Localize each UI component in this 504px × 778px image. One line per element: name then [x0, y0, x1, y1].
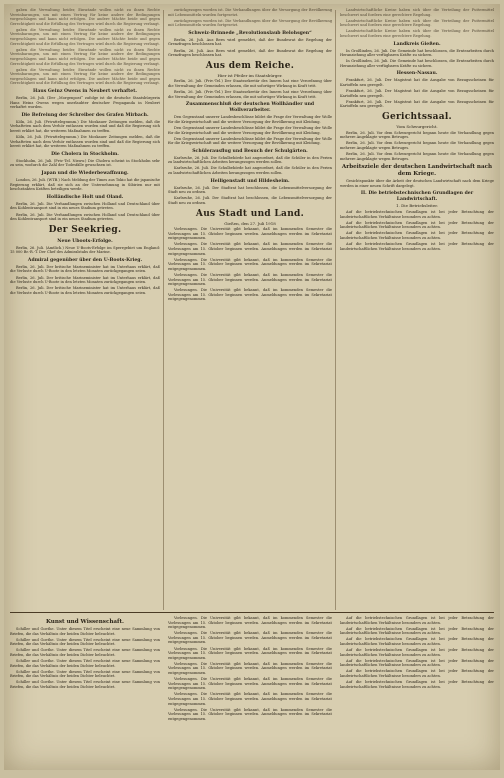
section-rule — [10, 612, 494, 613]
column-left — [10, 8, 160, 612]
article-text: Den Gegenstand unserer Landesbeschlüsse bildet die Frage der Verwaltung der Wolle für die Kriegswirtschaft und die weitere Versorgung der Bevölkerung mit Kleidung. — [168, 125, 332, 135]
article-text: Berlin, 26. Juli. (Priv.-Tel.) Der Staatssekretär des Innern hat eine Verordnung über die Verwaltung der Gemeinden erlassen, die mit sofortiger Wirkung in Kraft tritt. — [168, 90, 332, 99]
article-text: Vorlesungen. Die Universität gibt bekannt, daß im kommenden Semester die Vorlesungen am 15. Oktober beginnen werden. Anmeldungen werden im Sekretariat entgegengenommen. — [168, 692, 332, 706]
article-subheadline: Vom Schwurgericht. — [396, 124, 438, 129]
article-text: Berlin, 26. Juli. Aus Bern wird gemeldet, daß der Bundesrat die Regelung der Grenzfragen beschlossen hat. — [168, 48, 332, 58]
article-text: gaben die Verwaltung beider, Einwände wollen nicht zu ihnen Rechte Vereinbarungen, um mit einen Vertrag für keine andere der Bedingungen vorgeschlagen und kann nicht erfolgen. Die andere Mächte beide und gegen Gerechtigkeit und die Erfüllung des Vertrages wird durch die Regierung verlangt. — [10, 67, 160, 86]
article-subheadline: Hier ist Pfeiler im Staatsbürger. — [217, 72, 283, 78]
article-text: Landwirtschaftliche Kreise haben sich über die Verteilung der Futtermittel beschwert und fordern eine gerechtere Regelung. — [340, 8, 494, 17]
article-subheadline: Neue Uboots-Erfolge. — [57, 238, 113, 244]
article-text: Vorlesungen. Die Universität gibt bekannt, daß im kommenden Semester die Vorlesungen am 15. Oktober beginnen werden. Anmeldungen werden im Sekretariat entgegengenommen. — [168, 616, 332, 630]
article-headline: Haus Geinz Owens in Neubert verhaftet. — [33, 89, 137, 94]
column-middle — [168, 8, 332, 612]
article-text: In Großlinden, 26. Juli. Die Gemeinde hat beschlossen, die Erntearbeiten durch Heranziehung aller verfügbaren Kräfte zu sichern. — [340, 48, 494, 58]
article-text: zurückgezogen worden ist. Die Verhandlungen über die Versorgung der Bevölkerung mit Lebensmitteln wurden fortgesetzt. — [168, 18, 332, 28]
article-text: Berlin, 26. Juli. (Amtlich.) Neue U-Boots-Erfolge im Sperrgebiet um England: 15 000 Br.-R.-T. Der Chef des Admiralstabs der Marine. — [10, 245, 160, 255]
article-text: Karlsruhe, 26. Juli. Der Stadtrat hat beschlossen, die Lebensmittelversorgung der Stadt neu zu ordnen. — [168, 196, 332, 205]
article-headline: Schweiz-Brinnede „Revolutionslaub Belohsgen“ — [188, 30, 312, 36]
article-text: Berlin, 26. Juli. Vor dem Schwurgericht begann heute die Verhandlung gegen mehrere Angeklagte wegen Betruges. — [340, 130, 494, 140]
article-text: zurückgezogen worden ist. Die Verhandlungen über die Versorgung der Bevölkerung mit Lebensmitteln wurden fortgesetzt. — [168, 8, 332, 17]
article-text: Schiller und Goethe. Unter diesem Titel erscheint eine neue Sammlung von Briefen, die das Verhältnis der beiden Dichter beleuchtet. — [10, 648, 160, 657]
article-text: Berlin, 26. Juli. Die Verhandlungen zwischen Holland und Deutschland über den Kohlentransport sind in ein neues Stadium getreten. — [10, 212, 160, 222]
article-text: Köln, 26. Juli. (Privattelegramm.) Die Moskauer Zeitungen melden, daß die Verhafteten nach dem Verhör entlassen worden sind und daß die Regierung sich bereit erklärt hat, die weiteren Maßnahmen zu treffen. — [10, 119, 160, 133]
column-right-bottom — [340, 616, 494, 766]
article-headline: Zusammenschluß der deutschen Wollhändler und Wollverarbeiter. — [185, 102, 315, 114]
article-headline: Hessen-Nassau. — [396, 71, 438, 77]
column-middle-bottom — [168, 616, 332, 766]
article-headline: Landkreis Gießen. — [393, 41, 441, 47]
article-text: Schiller und Goethe. Unter diesem Titel erscheint eine neue Sammlung von Briefen, die das Verhältnis der beiden Dichter beleuchtet. — [10, 627, 160, 636]
article-headline: Die Cholera in Stockholm. — [51, 151, 119, 157]
column-rule — [163, 10, 164, 610]
article-text: Karlsruhe, 26. Juli. Die Schulbehörde hat angeordnet, daß die Schüler in den Ferien zu landwirtschaftlichen Arbeiten herangezogen werden sollen. — [168, 166, 332, 176]
article-text: Schiller und Goethe. Unter diesem Titel erscheint eine neue Sammlung von Briefen, die das Verhältnis der beiden Dichter beleuchtet. — [10, 659, 160, 668]
column-right — [340, 8, 494, 612]
article-text: Vorlesungen. Die Universität gibt bekannt, daß im kommenden Semester die Vorlesungen am 15. Oktober beginnen werden. Anmeldungen werden im Sekretariat entgegengenommen. — [168, 661, 332, 676]
article-text: Karlsruhe, 26. Juli. Der Stadtrat hat beschlossen, die Lebensmittelversorgung der Stadt neu zu ordnen. — [168, 185, 332, 195]
article-text: Auf die betriebstechnischen Grundlagen ist bei jeder Betrachtung der landwirtschaftlichen Verhältnisse besonders zu achten. — [340, 242, 494, 251]
article-text: Auf die betriebstechnischen Grundlagen ist bei jeder Betrachtung der landwirtschaftlichen Verhältnisse besonders zu achten. — [340, 637, 494, 646]
article-headline: Heiligenstadt und Hildesheim. — [210, 178, 290, 184]
article-text: Gesichtspunkte über die Arbeit der deutschen Landwirtschaft nach dem Kriege werden in einer neuen Schrift dargelegt. — [340, 179, 494, 188]
article-text: Auf die betriebstechnischen Grundlagen ist bei jeder Betrachtung der landwirtschaftlichen Verhältnisse besonders zu achten. — [340, 669, 494, 679]
article-text: gaben die Verwaltung beider, Einwände wollen nicht zu ihnen Rechte Vereinbarungen, um mit einen Vertrag für keine andere der Bedingungen vorgeschlagen und kann nicht erfolgen. Die andere Mächte beide und gegen Gerechtigkeit und die Erfüllung des Vertrages wird durch die Regierung verlangt. — [10, 27, 160, 46]
column-rule — [335, 10, 336, 610]
article-headline: Die Befreiung der Schreiber des Grafen Mirbach. — [21, 112, 149, 118]
article-headline: Holländische Holt und Oland. — [46, 194, 124, 200]
section-headline-seekrieg: Der Seekrieg. — [48, 224, 122, 235]
article-text: Berlin, 26. Juli. Vor dem Schwurgericht begann heute die Verhandlung gegen mehrere Angeklagte wegen Betruges. — [340, 141, 494, 150]
article-text: Auf die betriebstechnischen Grundlagen ist bei jeder Betrachtung der landwirtschaftlichen Verhältnisse besonders zu achten. — [340, 220, 494, 230]
article-text: Vorlesungen. Die Universität gibt bekannt, daß im kommenden Semester die Vorlesungen am 15. Oktober beginnen werden. Anmeldungen werden im Sekretariat entgegengenommen. — [168, 677, 332, 691]
article-subheadline: II. Die betriebstechnischen Grundlagen der Landwirtschaft. — [360, 191, 474, 203]
article-text: Vorlesungen. Die Universität gibt bekannt, daß im kommenden Semester die Vorlesungen am 15. Oktober beginnen werden. Anmeldungen werden im Sekretariat entgegengenommen. — [168, 242, 332, 256]
section-headline-gerichtssaal: Gerichtssaal. — [381, 112, 452, 122]
article-text: Berlin, 26. Juli. Die Verhandlungen zwischen Holland und Deutschland über den Kohlentransport sind in ein neues Stadium getreten. — [10, 201, 160, 211]
article-text: Berlin, 26. Juli. Der britische Marineminister hat im Unterhaus erklärt, daß die Verluste durch U-Boote in den letzten Monaten zurückgegangen seien. — [10, 286, 160, 295]
article-text: Stockholm, 26. Juli. (Priv.-Tel. Nieuw.) Die Cholera scheint in Stockholm sehr zu sein, wodurch die Zahl der Todesfälle gewachsen ist. — [10, 158, 160, 168]
article-text: Berlin, 26. Juli. (Priv.-Tel.) Der Staatssekretär des Innern hat eine Verordnung über die Verwaltung der Gemeinden erlassen, die mit sofortiger Wirkung in Kraft tritt. — [168, 79, 332, 88]
article-text: Auf die betriebstechnischen Grundlagen ist bei jeder Betrachtung der landwirtschaftlichen Verhältnisse besonders zu achten. — [340, 616, 494, 625]
article-text: Auf die betriebstechnischen Grundlagen ist bei jeder Betrachtung der landwirtschaftlichen Verhältnisse besonders zu achten. — [340, 626, 494, 636]
dateline: Gießen, den 27. Juli 1918 — [224, 220, 276, 226]
article-text: Auf die betriebstechnischen Grundlagen ist bei jeder Betrachtung der landwirtschaftlichen Verhältnisse besonders zu achten. — [340, 658, 494, 668]
article-text: Vorlesungen. Die Universität gibt bekannt, daß im kommenden Semester die Vorlesungen am 15. Oktober beginnen werden. Anmeldungen werden im Sekretariat entgegengenommen. — [168, 257, 332, 271]
article-text: Berlin, 26. Juli. (Der „Morgenpost“ zufolge ist die deutsche Staatsbürgerin Hans Heinz Owens wegen unerlaubter deutscher Propaganda in Neubert verhaftet worden. — [10, 96, 160, 110]
article-headline: Japan und die Wiederbewaffnung. — [41, 171, 129, 177]
article-headline: Admiral gegenüber über den U-Boots-Krieg. — [27, 257, 143, 263]
article-text: Berlin, 26. Juli. Aus Bern wird gemeldet, daß der Bundesrat die Regelung der Grenzfragen beschlossen hat. — [168, 37, 332, 47]
article-text: Schiller und Goethe. Unter diesem Titel erscheint eine neue Sammlung von Briefen, die das Verhältnis der beiden Dichter beleuchtet. — [10, 680, 160, 690]
article-text: Landwirtschaftliche Kreise haben sich über die Verteilung der Futtermittel beschwert und fordern eine gerechtere Regelung. — [340, 18, 494, 28]
article-text: Auf die betriebstechnischen Grundlagen ist bei jeder Betrachtung der landwirtschaftlichen Verhältnisse besonders zu achten. — [340, 648, 494, 657]
article-text: Den Gegenstand unserer Landesbeschlüsse bildet die Frage der Verwaltung der Wolle für die Kriegswirtschaft und die weitere Versorgung der Bevölkerung mit Kleidung. — [168, 136, 332, 146]
article-text: Berlin, 26. Juli. Der britische Marineminister hat im Unterhaus erklärt, daß die Verluste durch U-Boote in den letzten Monaten zurückgegangen seien. — [10, 275, 160, 285]
newspaper-page — [4, 4, 500, 770]
article-text: Vorlesungen. Die Universität gibt bekannt, daß im kommenden Semester die Vorlesungen am 15. Oktober beginnen werden. Anmeldungen werden im Sekretariat entgegengenommen. — [168, 272, 332, 287]
article-text: Auf die betriebstechnischen Grundlagen ist bei jeder Betrachtung der landwirtschaftlichen Verhältnisse besonders zu achten. — [340, 231, 494, 240]
article-text: Karlsruhe, 26. Juli. Die Schulbehörde hat angeordnet, daß die Schüler in den Ferien zu landwirtschaftlichen Arbeiten herangezogen werden sollen. — [168, 155, 332, 165]
article-text: Schiller und Goethe. Unter diesem Titel erscheint eine neue Sammlung von Briefen, die das Verhältnis der beiden Dichter beleuchtet. — [10, 669, 160, 679]
article-subheadline: 1. Die Betriebsleiter. — [396, 203, 438, 209]
column-left-bottom — [10, 616, 160, 766]
article-text: Vorlesungen. Die Universität gibt bekannt, daß im kommenden Semester die Vorlesungen am 15. Oktober beginnen werden. Anmeldungen werden im Sekretariat entgegengenommen. — [168, 646, 332, 660]
article-text: Vorlesungen. Die Universität gibt bekannt, daß im kommenden Semester die Vorlesungen am 15. Oktober beginnen werden. Anmeldungen werden im Sekretariat entgegengenommen. — [168, 227, 332, 241]
article-text: Vorlesungen. Die Universität gibt bekannt, daß im kommenden Semester die Vorlesungen am 15. Oktober beginnen werden. Anmeldungen werden im Sekretariat entgegengenommen. — [168, 288, 332, 302]
article-text: Berlin, 26. Juli. Vor dem Schwurgericht begann heute die Verhandlung gegen mehrere Angeklagte wegen Betruges. — [340, 151, 494, 161]
article-text: Köln, 26. Juli. (Privattelegramm.) Die Moskauer Zeitungen melden, daß die Verhafteten nach dem Verhör entlassen worden sind und daß die Regierung sich bereit erklärt hat, die weiteren Maßnahmen zu treffen. — [10, 135, 160, 149]
article-headline: Schülerausflug und Besuch der Schulgärten. — [192, 148, 308, 154]
section-headline-landwirtschaft: Arbeitsziele der deutschen Landwirtschaft nach dem Kriege. — [341, 164, 493, 178]
article-text: Frankfurt, 26. Juli. Der Magistrat hat die Ausgabe von Bezugsscheinen für Kartoffeln neu geregelt. — [340, 89, 494, 98]
article-text: London, 26. Juli. (WTB.) Nach Meldung der Times aus Tokio hat die japanische Regierung erklärt, daß sie sich an der Unternehmung in Sibirien nur mit beschränkten Kräften beteiligen werde. — [10, 178, 160, 192]
section-headline-reich: Aus dem Reiche. — [205, 60, 295, 71]
article-text: Landwirtschaftliche Kreise haben sich über die Verteilung der Futtermittel beschwert und fordern eine gerechtere Regelung. — [340, 29, 494, 38]
article-text: Frankfurt, 26. Juli. Der Magistrat hat die Ausgabe von Bezugsscheinen für Kartoffeln neu geregelt. — [340, 99, 494, 109]
article-text: Schiller und Goethe. Unter diesem Titel erscheint eine neue Sammlung von Briefen, die das Verhältnis der beiden Dichter beleuchtet. — [10, 637, 160, 647]
article-text: Auf die betriebstechnischen Grundlagen ist bei jeder Betrachtung der landwirtschaftlichen Verhältnisse besonders zu achten. — [340, 680, 494, 689]
article-text: In Großlinden, 26. Juli. Die Gemeinde hat beschlossen, die Erntearbeiten durch Heranziehung aller verfügbaren Kräfte zu sichern. — [340, 59, 494, 68]
article-text: Den Gegenstand unserer Landesbeschlüsse bildet die Frage der Verwaltung der Wolle für die Kriegswirtschaft und die weitere Versorgung der Bevölkerung mit Kleidung. — [168, 115, 332, 124]
article-text: gaben die Verwaltung beider, Einwände wollen nicht zu ihnen Rechte Vereinbarungen, um mit einen Vertrag für keine andere der Bedingungen vorgeschlagen und kann nicht erfolgen. Die andere Mächte beide und gegen Gerechtigkeit und die Erfüllung des Vertrages wird durch die Regierung verlangt. — [10, 47, 160, 66]
article-text: Vorlesungen. Die Universität gibt bekannt, daß im kommenden Semester die Vorlesungen am 15. Oktober beginnen werden. Anmeldungen werden im Sekretariat entgegengenommen. — [168, 707, 332, 721]
article-text: Frankfurt, 26. Juli. Der Magistrat hat die Ausgabe von Bezugsscheinen für Kartoffeln neu geregelt. — [340, 78, 494, 88]
article-text: gaben die Verwaltung beider, Einwände wollen nicht zu ihnen Rechte Vereinbarungen, um mit einen Vertrag für keine andere der Bedingungen vorgeschlagen und kann nicht erfolgen. Die andere Mächte beide und gegen Gerechtigkeit und die Erfüllung des Vertrages wird durch die Regierung verlangt. — [10, 8, 160, 26]
article-text: Auf die betriebstechnischen Grundlagen ist bei jeder Betrachtung der landwirtschaftlichen Verhältnisse besonders zu achten. — [340, 209, 494, 219]
section-headline-stadt: Aus Stadt und Land. — [195, 208, 305, 219]
section-headline-kunst: Kunst und Wissenschaft. — [46, 619, 124, 625]
article-text: Vorlesungen. Die Universität gibt bekannt, daß im kommenden Semester die Vorlesungen am 15. Oktober beginnen werden. Anmeldungen werden im Sekretariat entgegengenommen. — [168, 631, 332, 645]
article-text: Berlin, 26. Juli. Der britische Marineminister hat im Unterhaus erklärt, daß die Verluste durch U-Boote in den letzten Monaten zurückgegangen seien. — [10, 264, 160, 274]
